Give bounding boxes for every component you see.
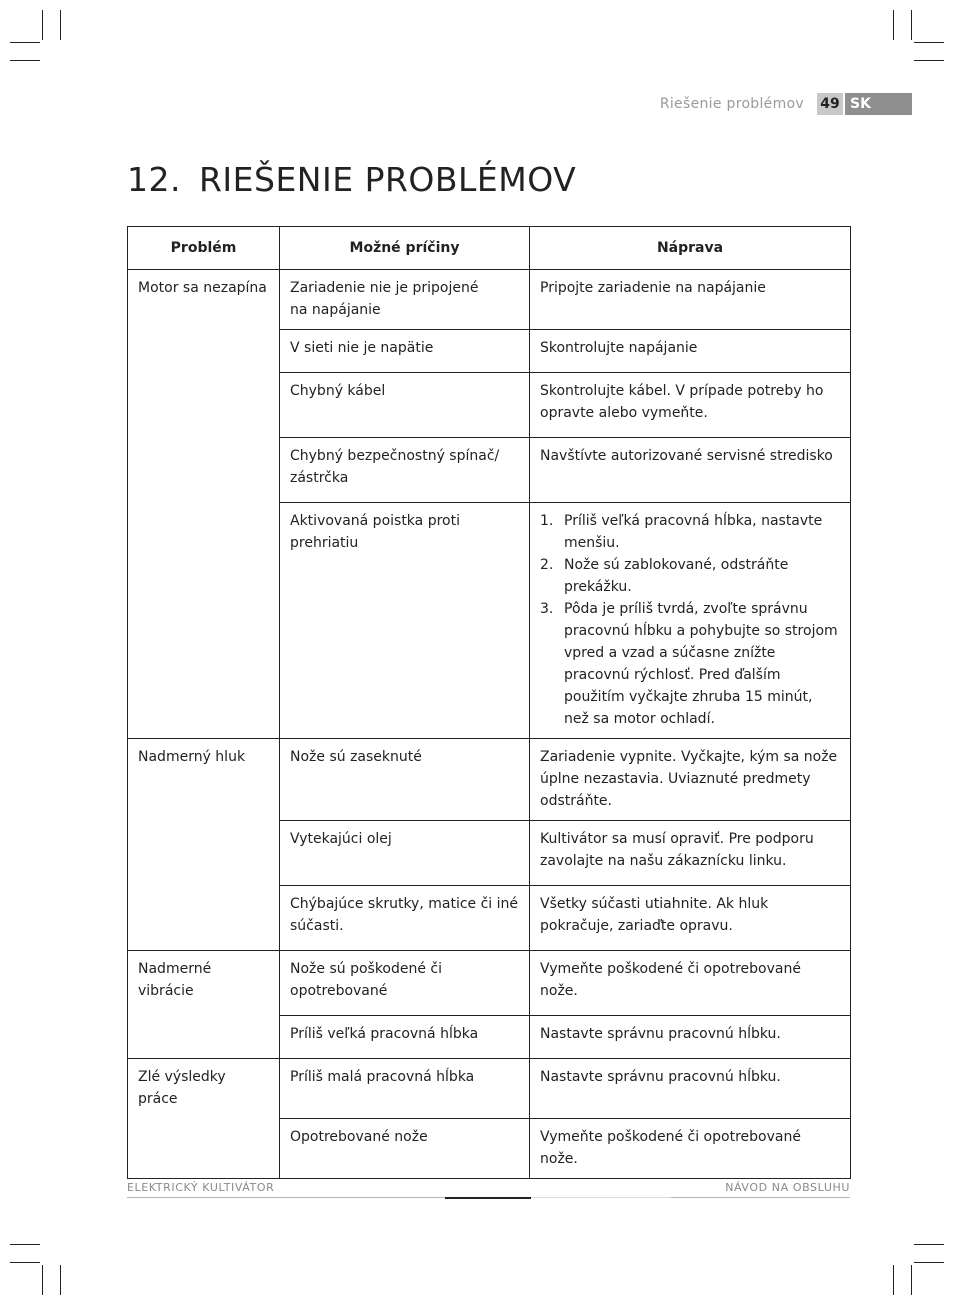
table-row <box>128 373 851 438</box>
page-number: 49 <box>817 93 843 115</box>
remedy-cell <box>530 503 851 739</box>
problem-cell-continued <box>128 503 280 739</box>
remedy-cell: Vymeňte poškodené či opotrebované nože. <box>530 951 851 1016</box>
remedy-cell: Vymeňte poškodené či opotrebované nože. <box>530 1118 851 1178</box>
table-row <box>128 1059 851 1119</box>
table-row <box>128 1016 851 1059</box>
problem-cell-continued <box>128 1118 280 1178</box>
problem-cell: Zlé výsledky práce <box>128 1059 280 1119</box>
column-header-remedy: Náprava <box>530 227 851 270</box>
column-header-problem: Problém <box>128 227 280 270</box>
footer-product-name: ELEKTRICKÝ KULTIVÁTOR <box>127 1181 275 1194</box>
remedy-cell: Nastavte správnu pracovnú hĺbku. <box>530 1059 851 1119</box>
remedy-cell: Skontrolujte napájanie <box>530 330 851 373</box>
cause-cell: Nože sú zaseknuté <box>280 739 530 821</box>
list-item: 3. Pôda je príliš tvrdá, zvoľte správnu pracovnú hĺbku a pohybujte so strojom vpred a vzad a súčasne znížte pracovnú rýchlosť. Pred ďalším použitím vyčkajte zhruba 15 minút, než sa motor ochladí. <box>540 601 838 727</box>
cause-cell: Chybný kábel <box>280 373 530 438</box>
problem-cell-continued <box>128 886 280 951</box>
remedy-cell: Nastavte správnu pracovnú hĺbku. <box>530 1016 851 1059</box>
cause-cell: Aktivovaná poistka proti prehriatiu <box>280 503 530 739</box>
table-row <box>128 739 851 821</box>
table-row <box>128 503 851 739</box>
problem-cell-continued <box>128 1016 280 1059</box>
table-row <box>128 886 851 951</box>
remedy-steps-list <box>540 510 840 730</box>
table-row <box>128 821 851 886</box>
remedy-cell: Pripojte zariadenie na napájanie <box>530 270 851 330</box>
column-header-causes: Možné príčiny <box>280 227 530 270</box>
cause-cell: Zariadenie nie je pripojené na napájanie <box>280 270 530 330</box>
list-item: 2. Nože sú zablokované, odstráňte prekážku. <box>540 557 789 595</box>
language-badge: SK <box>845 93 912 115</box>
cause-cell: Nože sú poškodené či opotrebované <box>280 951 530 1016</box>
remedy-cell: Navštívte autorizované servisné stredisko <box>530 438 851 503</box>
cause-cell: Príliš malá pracovná hĺbka <box>280 1059 530 1119</box>
running-header-section: Riešenie problémov <box>659 96 804 112</box>
problem-cell-continued <box>128 330 280 373</box>
problem-cell: Motor sa nezapína <box>128 270 280 330</box>
table-row <box>128 270 851 330</box>
problem-cell: Nadmerné vibrácie <box>128 951 280 1016</box>
cause-cell: Opotrebované nože <box>280 1118 530 1178</box>
remedy-cell: Skontrolujte kábel. V prípade potreby ho opravte alebo vymeňte. <box>530 373 851 438</box>
problem-cell-continued <box>128 821 280 886</box>
remedy-cell: Všetky súčasti utiahnite. Ak hluk pokračuje, zariaďte opravu. <box>530 886 851 951</box>
table-row <box>128 330 851 373</box>
problem-cell: Nadmerný hluk <box>128 739 280 821</box>
cause-cell: Chybný bezpečnostný spínač/ zástrčka <box>280 438 530 503</box>
page-title <box>127 160 576 199</box>
cause-cell: Príliš veľká pracovná hĺbka <box>280 1016 530 1059</box>
chapter-title: RIEŠENIE PROBLÉMOV <box>199 160 577 199</box>
cause-cell: Chýbajúce skrutky, matice či iné súčasti. <box>280 886 530 951</box>
cause-cell: Vytekajúci olej <box>280 821 530 886</box>
list-item: 1. Príliš veľká pracovná hĺbka, nastavte menšiu. <box>540 513 823 551</box>
footer-manual-label: NÁVOD NA OBSLUHU <box>725 1181 850 1194</box>
problem-cell-continued <box>128 373 280 438</box>
table-row <box>128 951 851 1016</box>
problem-cell-continued <box>128 438 280 503</box>
remedy-cell: Zariadenie vypnite. Vyčkajte, kým sa nože úplne nezastavia. Uviaznuté predmety odstráňte. <box>530 739 851 821</box>
cause-cell: V sieti nie je napätie <box>280 330 530 373</box>
troubleshooting-table <box>127 226 851 1179</box>
chapter-number: 12. <box>127 160 181 199</box>
table-row <box>128 1118 851 1178</box>
remedy-cell: Kultivátor sa musí opraviť. Pre podporu zavolajte na našu zákaznícku linku. <box>530 821 851 886</box>
table-header-row <box>128 227 851 270</box>
table-row <box>128 438 851 503</box>
